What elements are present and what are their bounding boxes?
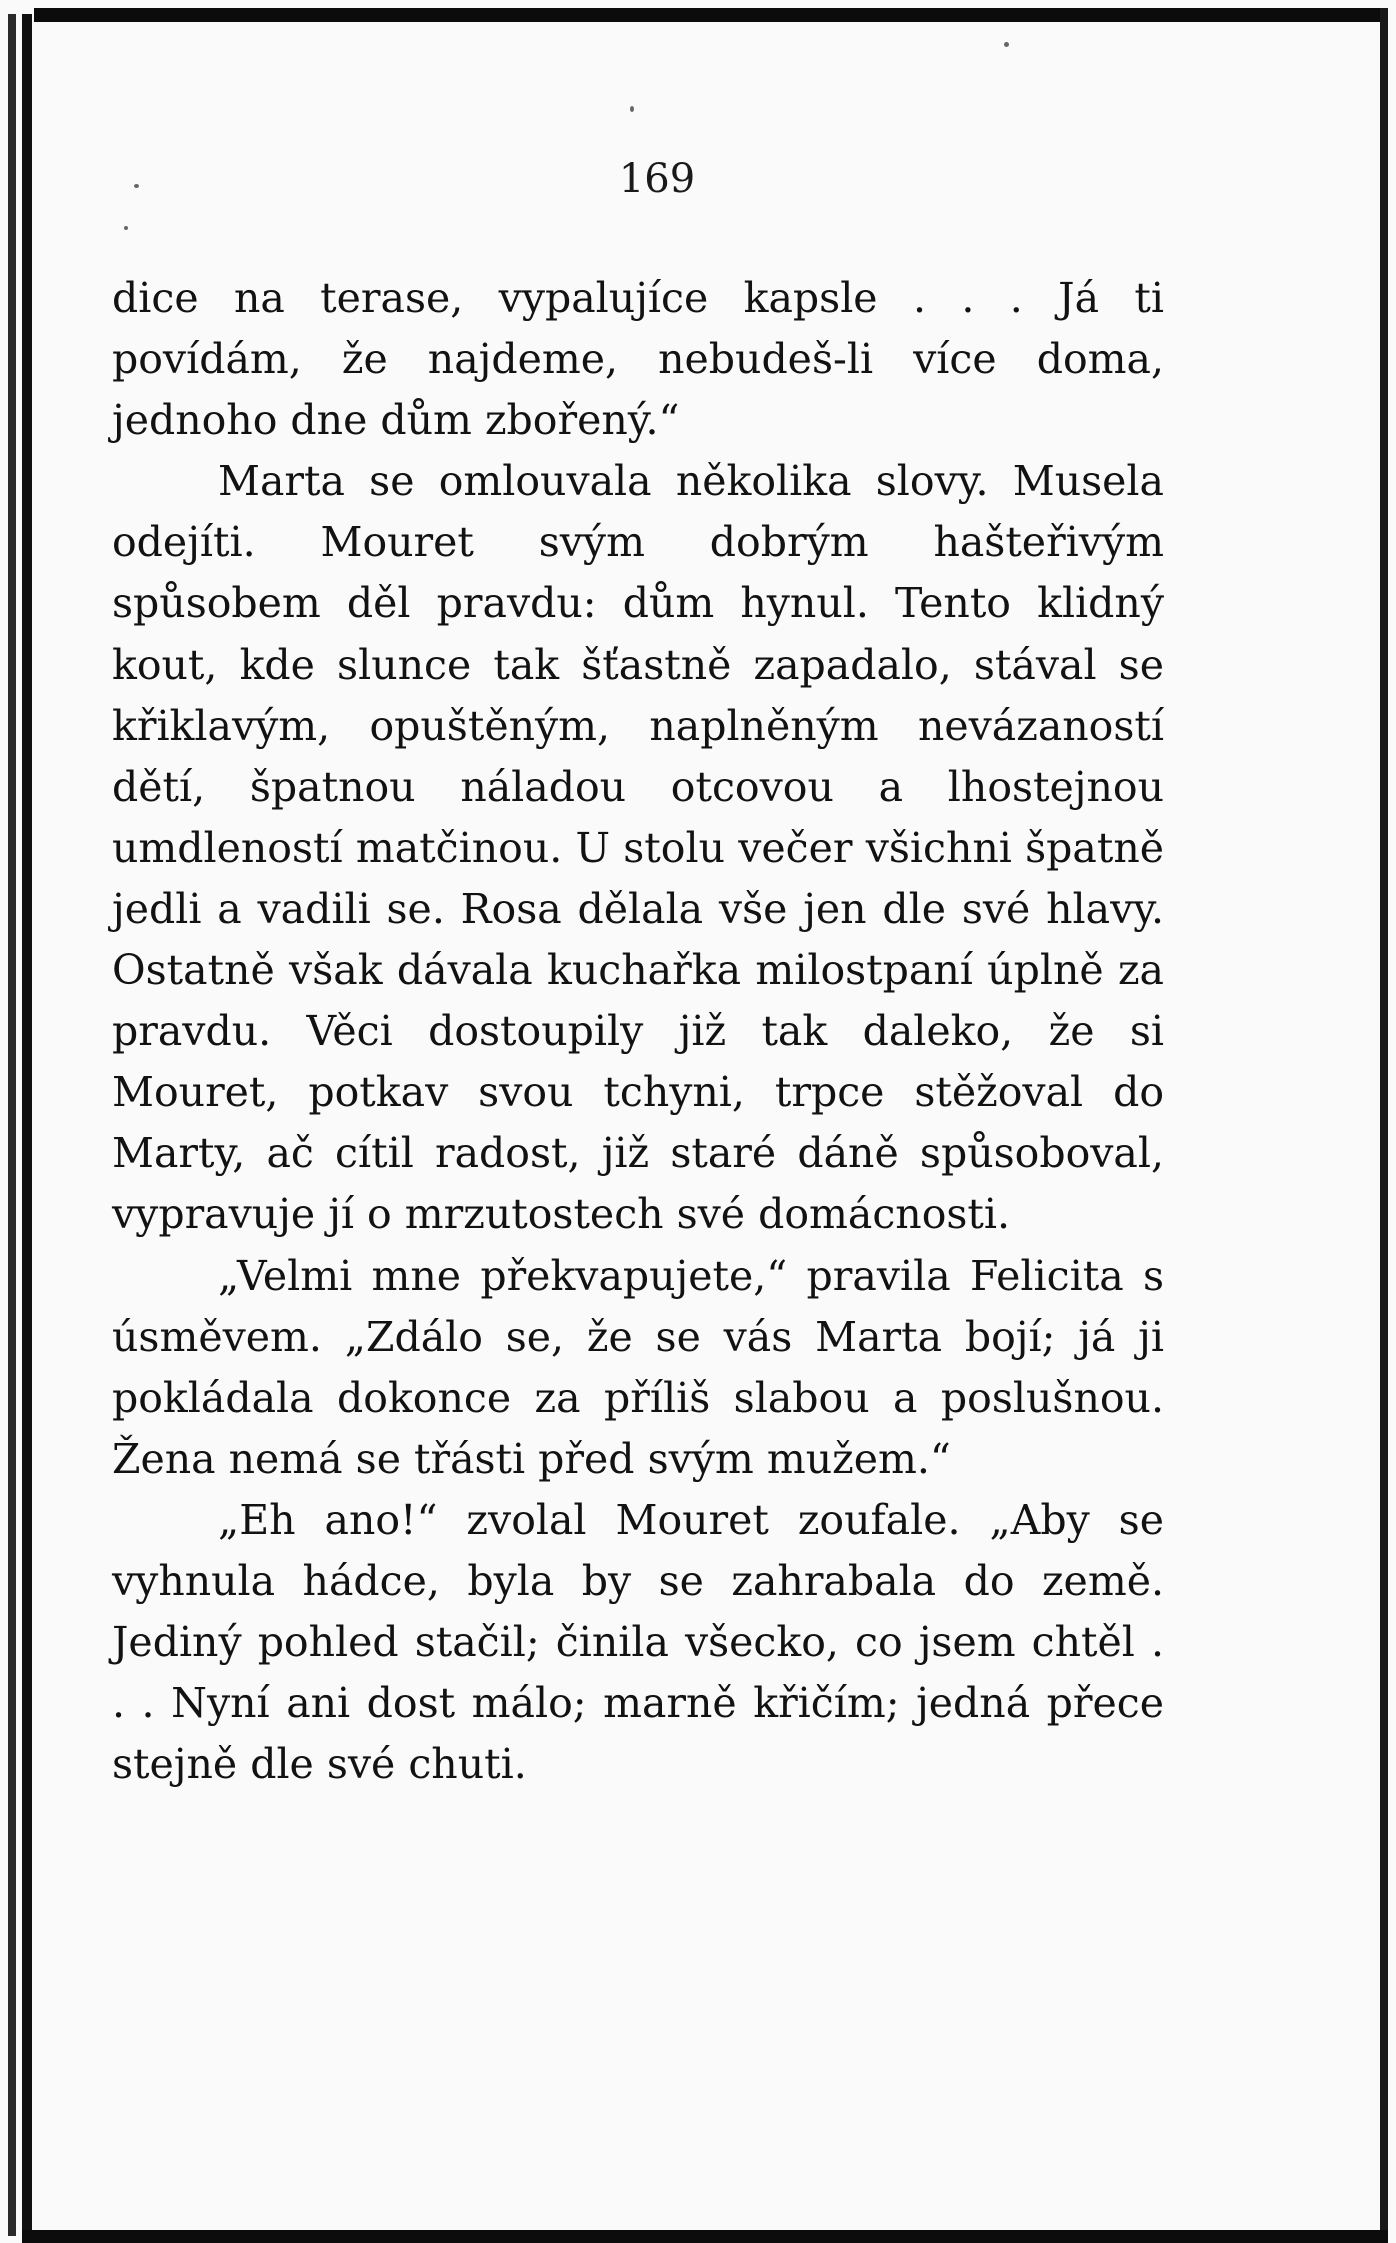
paragraph: dice na terase, vypalujíce kapsle . . . Já ti povídám, že najdeme, nebudeš-li více doma, jednoho dne dům zbořený.“ xyxy=(112,274,1164,445)
scan-border-top xyxy=(34,8,1388,22)
scan-border-left xyxy=(22,14,32,2236)
body-text xyxy=(112,268,1164,1795)
scan-speck xyxy=(1004,42,1009,47)
paragraph: Marta se omlouvala několika slovy. Musela odejíti. Mouret svým dobrým hašteřivým spůsobem děl pravdu: dům hynul. Tento klidný kout, kde slunce tak šťastně zapadalo, stával se křiklavým, opuštěným, naplněným nevázaností dětí, špatnou náladou otcovou a lhostejnou umdleností matčinou. U stolu večer všichni špatně jedli a vadili se. Rosa dělala vše jen dle své hlavy. Ostatně však dávala kuchařka milostpaní úplně za pravdu. Věci dostoupily již tak daleko, že si Mouret, potkav svou tchyni, trpce stěžoval do Marty, ač cítil radost, již staré dáně spůsoboval, vypravuje jí o mrzutostech své domácnosti. xyxy=(112,457,1164,1239)
page-number: 169 xyxy=(618,156,696,202)
scan-border-left-outer xyxy=(8,14,16,2236)
scan-speck xyxy=(134,184,139,188)
scan-speck xyxy=(630,106,634,112)
scan-border-bottom xyxy=(22,2230,1388,2243)
scan-speck xyxy=(124,226,128,230)
scan-border-right xyxy=(1380,8,1388,2243)
paragraph: „Eh ano!“ zvolal Mouret zoufale. „Aby se vyhnula hádce, byla by se zahrabala do země. Jediný pohled stačil; činila všecko, co jsem chtěl . . . Nyní ani dost málo; marně křičím; jedná přece stejně dle své chuti. xyxy=(112,1495,1164,1789)
paragraph: „Velmi mne překvapujete,“ pravila Felicita s úsměvem. „Zdálo se, že se vás Marta bojí; já ji pokládala dokonce za příliš slabou a poslušnou. Žena nemá se třásti před svým mužem.“ xyxy=(112,1251,1164,1483)
